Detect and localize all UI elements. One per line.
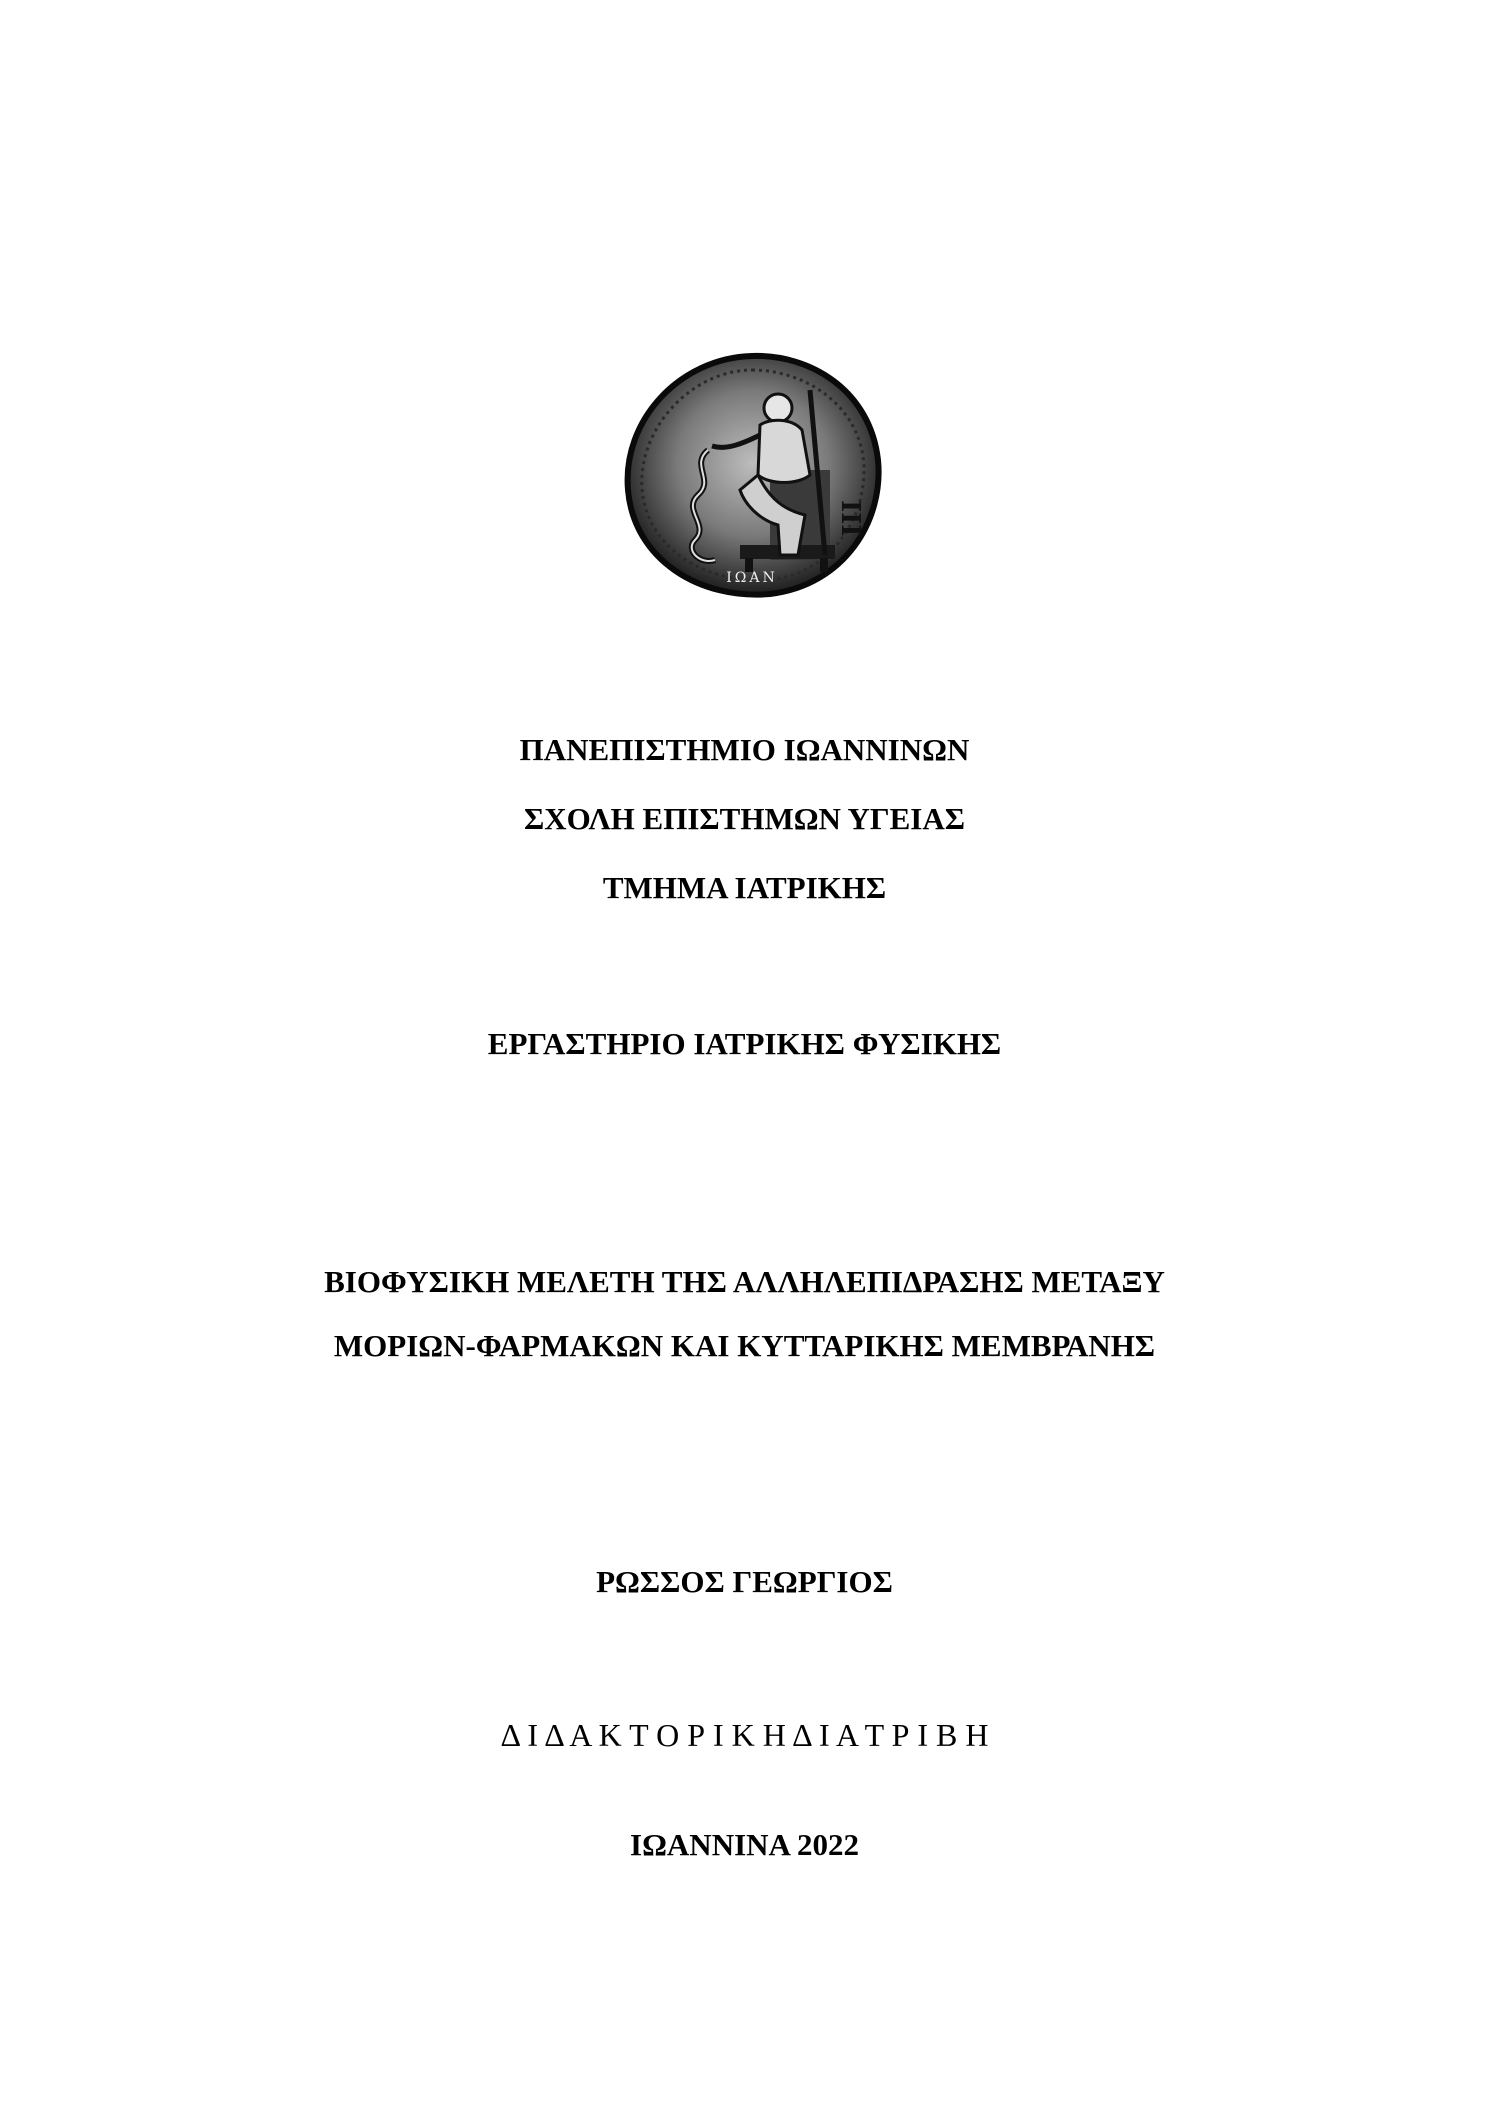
svg-text:III: III <box>835 500 865 537</box>
document-type: Δ Ι Δ Α Κ Τ Ο Ρ Ι Κ Η Δ Ι Α Τ Ρ Ι Β Η <box>500 1717 989 1753</box>
school-name: ΣΧΟΛΗ ΕΠΙΣΤΗΜΩΝ ΥΓΕΙΑΣ <box>523 801 966 836</box>
author-name: ΡΩΣΣΟΣ ΓΕΩΡΓΙΟΣ <box>596 1564 893 1599</box>
laboratory-name: ΕΡΓΑΣΤΗΡΙΟ ΙΑΤΡΙΚΗΣ ΦΥΣΙΚΗΣ <box>487 1026 1002 1061</box>
university-coin-seal-icon <box>620 350 885 600</box>
seal-inscription: ΙΩΑΝ <box>726 570 778 586</box>
thesis-title-line-2: ΜΟΡΙΩΝ-ΦΑΡΜΑΚΩΝ ΚΑΙ ΚΥΤΤΑΡΙΚΗΣ ΜΕΜΒΡΑΝΗΣ <box>333 1328 1156 1363</box>
thesis-title-line-1: ΒΙΟΦΥΣΙΚΗ ΜΕΛΕΤΗ ΤΗΣ ΑΛΛΗΛΕΠΙΔΡΑΣΗΣ ΜΕΤΑΞΥ <box>324 1264 1165 1299</box>
university-name: ΠΑΝΕΠΙΣΤΗΜΙΟ ΙΩΑΝΝΙΝΩΝ <box>519 732 970 767</box>
place-and-year: ΙΩΑΝΝΙΝΑ 2022 <box>630 1827 859 1862</box>
department-name: ΤΜΗΜΑ ΙΑΤΡΙΚΗΣ <box>602 870 887 905</box>
